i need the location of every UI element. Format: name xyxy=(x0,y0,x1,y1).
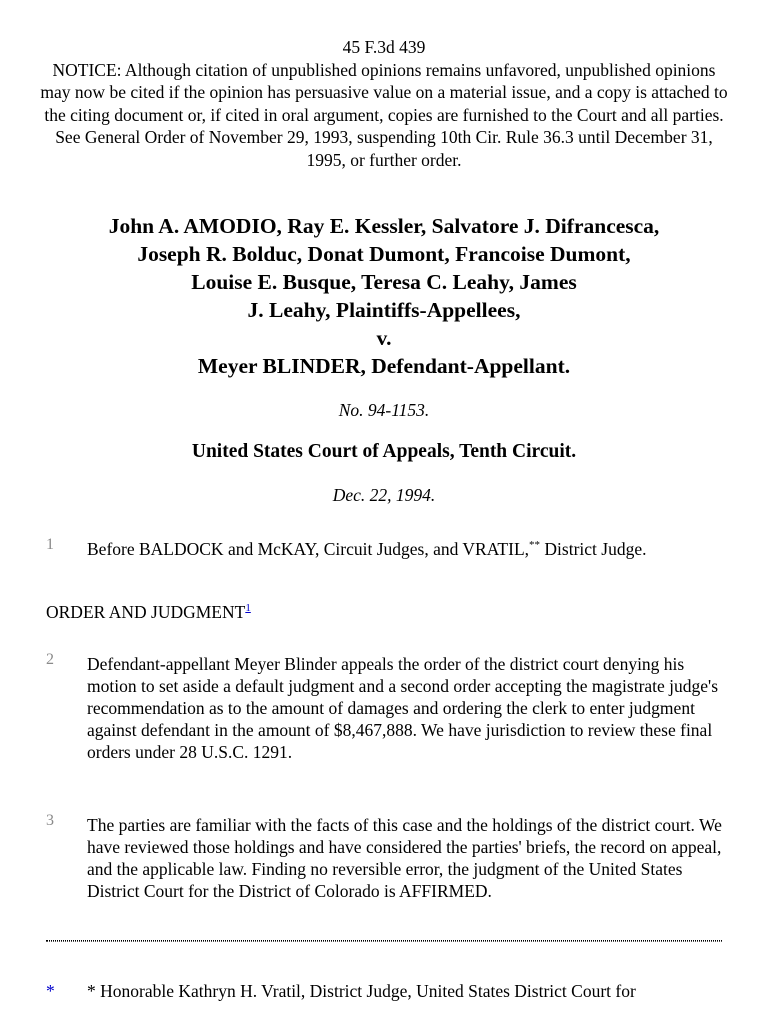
paragraph-number: 2 xyxy=(46,651,54,668)
paragraph-text xyxy=(87,538,726,560)
footnote-divider-shadow xyxy=(46,941,722,942)
decision-date: Dec. 22, 1994. xyxy=(332,485,436,505)
paragraph-number: 3 xyxy=(46,812,54,829)
footnote-text: * Honorable Kathryn H. Vratil, District Judge, United States District Court for xyxy=(87,981,636,1001)
paragraph-text: Defendant-appellant Meyer Blinder appeals the order of the district court denying his motion to set aside a default judgment and a second order accepting the magistrate judge's recommendation as to the amount of damages and ordering the clerk to enter judgment against defendant in the amount of $8,467,888. We have jurisdiction to review these final orders under 28 U.S.C. 1291. xyxy=(87,654,719,762)
parties-line-3: Louise E. Busque, Teresa C. Leahy, James xyxy=(191,270,577,294)
footnote-marker-link[interactable]: * xyxy=(46,981,55,1001)
paragraph-number: 1 xyxy=(46,536,54,553)
parties-line-1: John A. AMODIO, Ray E. Kessler, Salvatore J. Difrancesca, xyxy=(108,214,660,238)
case-caption xyxy=(40,212,728,380)
footnote-marker-double-asterisk: ** xyxy=(529,539,541,552)
footnote-1 xyxy=(46,980,726,1002)
parties-line-2: Joseph R. Bolduc, Donat Dumont, Francoise Dumont, xyxy=(137,242,631,266)
defendant-line: Meyer BLINDER, Defendant-Appellant. xyxy=(197,354,571,378)
paragraph-3 xyxy=(46,814,726,902)
docket-number: No. 94-1153. xyxy=(338,400,430,420)
paragraph-1 xyxy=(46,538,726,560)
paragraph-text: The parties are familiar with the facts of this case and the holdings of the district court. We have reviewed those holdings and have considered the parties' briefs, the record on appeal, and the applicable law. Finding no reversible error, the judgment of the United States District Court for the District of Colorado is AFFIRMED. xyxy=(87,815,722,901)
paragraph-2 xyxy=(46,653,726,763)
citation: 45 F.3d 439 xyxy=(342,37,426,57)
unpublished-notice: NOTICE: Although citation of unpublished opinions remains unfavored, unpublished opinions may now be cited if the opinion has persuasive value on a material issue, and a copy is attached to the citing document or, if cited in oral argument, copies are furnished to the Court and all parties. See General Order of November 29, 1993, suspending 10th Cir. Rule 36.3 until December 31, 1995, or further order. xyxy=(40,59,728,170)
versus: v. xyxy=(376,326,392,350)
panel-text-end: District Judge. xyxy=(540,539,647,559)
header-block xyxy=(40,36,728,171)
court-name: United States Court of Appeals, Tenth Circuit. xyxy=(191,441,577,462)
footnote-1-link[interactable]: 1 xyxy=(245,602,251,615)
parties-line-4: J. Leahy, Plaintiffs-Appellees, xyxy=(247,298,521,322)
panel-text: Before BALDOCK and McKAY, Circuit Judges, and VRATIL, xyxy=(87,539,530,559)
section-heading xyxy=(46,602,251,623)
heading-text: ORDER AND JUDGMENT xyxy=(46,602,246,622)
